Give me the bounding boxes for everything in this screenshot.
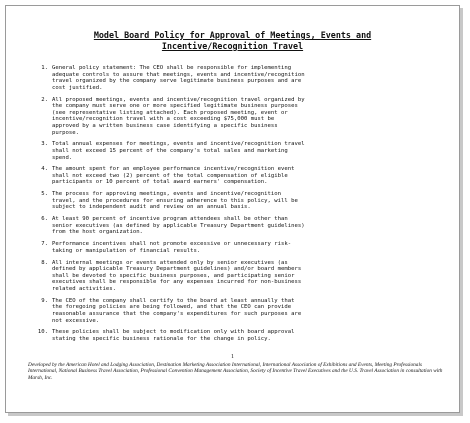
- policy-item: [30, 191, 442, 211]
- item-text: Performance incentives shall not promote excessive or unnecessary risk- taking or manipulation of financial results.: [52, 241, 292, 254]
- item-number: 5.: [41, 191, 48, 198]
- item-number: 8.: [41, 259, 48, 266]
- policy-item: [30, 65, 442, 91]
- item-text: At least 90 percent of incentive program attendees shall be other than senior executives (as defined by applicable Treasury Department guidelines) from the host organization.: [52, 216, 305, 236]
- page-number: 1: [231, 354, 234, 360]
- policy-item: [30, 97, 442, 137]
- item-text: These policies shall be subject to modification only with board approval stating the specific business rationale for the change in policy.: [52, 329, 295, 342]
- item-text: The CEO of the company shall certify to the board at least annually that the foregoing policies are being followed, and that the CEO can provide reasonable assurance that the company's expenditures for such purposes are not excessive.: [52, 297, 302, 324]
- item-text: The process for approving meetings, events and incentive/recognition travel, and the procedures for ensuring adherence to this policy, will be subject to independent audit and review on an annual basis.: [52, 191, 298, 211]
- item-number: 4.: [41, 166, 48, 173]
- item-number: 9.: [41, 297, 48, 304]
- item-number: 3.: [41, 141, 48, 148]
- item-text: Total annual expenses for meetings, events and incentive/recognition travel shall not exceed 15 percent of the company's total sales and marketing spend.: [52, 141, 305, 161]
- item-number: 2.: [41, 96, 48, 103]
- policy-item: [30, 141, 442, 161]
- title-line-2: Incentive/Recognition Travel: [161, 40, 304, 51]
- item-text: All proposed meetings, events and incentive/recognition travel organized by the company must serve one or more specified legitimate business purposes (see representative listing attached). Each proposed meeting, event or incentive/recognition travel with a cost exceeding $75,000 must be approved by a written business case identifying a specific business purpose.: [52, 96, 305, 136]
- policy-item: [30, 260, 442, 293]
- document-page: [5, 5, 460, 413]
- policy-item: [30, 166, 442, 186]
- item-number: 6.: [41, 216, 48, 223]
- policy-list: [30, 65, 442, 348]
- policy-item: [30, 216, 442, 236]
- title-line-1: Model Board Policy for Approval of Meetings, Events and: [93, 30, 372, 40]
- item-number: 1.: [41, 65, 48, 71]
- document-title: [6, 30, 459, 51]
- policy-item: [30, 329, 442, 342]
- item-number: 10.: [37, 329, 48, 336]
- policy-item: [30, 241, 442, 254]
- item-text: All internal meetings or events attended only by senior executives (as defined by applicable Treasury Department guidelines) and/or board members shall be devoted to specific business purposes, and participating senior executives shall be responsible for any expenses incurred for non-business related activities.: [52, 259, 302, 292]
- footnote: Developed by the American Hotel and Lodging Association, Destination Marketing Association International, International Association of Exhibitions and Events, Meeting Professionals International, National Business Travel Association, Professional Convention Management Association, Society of Incentive Travel Executives and the U.S. Travel Association in consultation with Marsh, Inc.: [28, 362, 443, 381]
- policy-item: [30, 298, 442, 324]
- item-text: General policy statement: The CEO shall be responsible for implementing adequate controls to assure that meetings, events and incentive/recognition travel organized by the company serve legitimate business purposes and are cost justified.: [52, 65, 305, 91]
- item-text: The amount spent for an employee performance incentive/recognition event shall not exceed two (2) percent of the total compensation of eligible participants or 10 percent of total award earners' compensation.: [52, 166, 295, 186]
- item-number: 7.: [41, 241, 48, 248]
